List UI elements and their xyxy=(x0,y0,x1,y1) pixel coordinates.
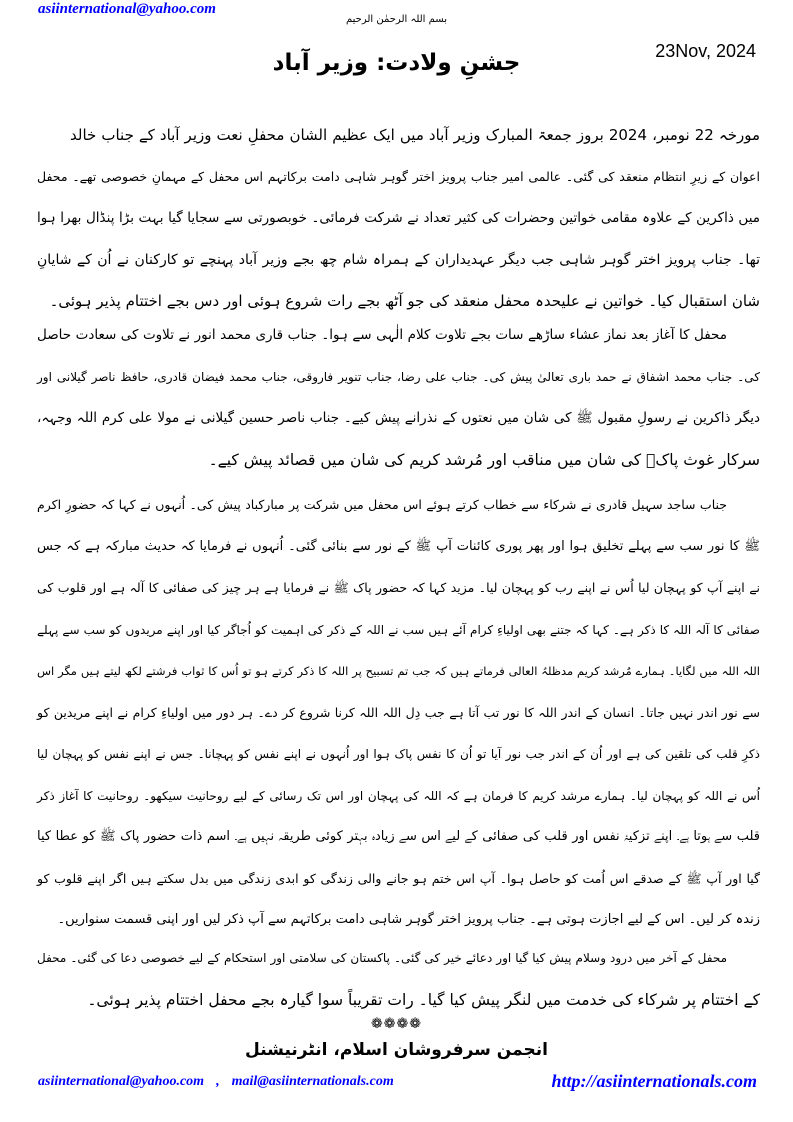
footer-email-link-1[interactable]: asiinternational@yahoo.com xyxy=(38,1074,205,1089)
footer-emails xyxy=(38,1074,394,1090)
paragraph-4-line: کے اختتام پر شرکاء کی خدمت میں لنگر پیش کیا گیا۔ رات تقریباً سوا گیارہ بجے محفل اختتام پذیر ہوئی۔ xyxy=(87,990,760,1009)
paragraph-2-line: دیگر ذاکرین نے رسولِ مقبول ﷺ کی شان میں نعتوں کے نذرانے پیش کیے۔ جناب ناصر حسین گیلانی نے مولا علی کرم اللہ وجہہ، xyxy=(37,410,760,426)
paragraph-3-line: صفائی کا آلہ اللہ کا ذکر ہے۔ کہا کہ جتنے بھی اولیاءِ کرام آئے ہیں سب نے اللہ کے ذکر کی اہمیت کو اُجاگر کیا اور اپنے مریدوں کو سب سے پہلے xyxy=(37,622,760,637)
document-date: 23Nov, 2024 xyxy=(655,41,756,61)
paragraph-3-line: جناب ساجد سہیل قادری نے شرکاء سے خطاب کرتے ہوئے اس محفل میں شرکت پر مبارکباد پیش کی۔ اُنہوں نے کہا کہ حضورِ اکرم xyxy=(37,497,727,512)
footer-email-link-2[interactable]: mail@asiinternationals.com xyxy=(231,1074,394,1089)
document-title: جشنِ ولادت: وزیر آباد xyxy=(272,50,521,76)
paragraph-3-line: سے نور اندر نہیں جاتا۔ انسان کے اندر اللہ کا نور تب آتا ہے جب دِل اللہ اللہ کرنا شروع کر دے۔ ہر دور میں اولیاءِ کرام نے اپنے مریدین کو xyxy=(37,704,760,720)
paragraph-3-line: گیا اور آپ ﷺ کے صدقے اس اُمت کو حاصل ہوا۔ آپ اس ختم ہو جانے والی زندگی کو ابدی زندگی میں بدل سکتے ہیں اگر اپنے قلوب کو xyxy=(37,870,760,886)
organization-name: انجمن سرفروشان اسلام، انٹرنیشنل xyxy=(245,1040,548,1060)
paragraph-2-line: کی۔ جناب محمد اشفاق نے حمد باری تعالیٰ پیش کی۔ جناب علی رضا، جناب تنویر فاروقی، جناب محمد فیضان قادری، حافظ ناصر گیلانی اور xyxy=(37,369,760,384)
paragraph-3-line: قلب سے ہوتا ہے۔ اپنے تزکیۂ نفس اور قلب کی صفائی کے لیے اس سے زیادہ بہتر کوئی طریقہ نہیں ہے۔ اسم ذات حضور پاک ﷺ کو عطا کیا xyxy=(37,829,760,844)
footer-website-link[interactable]: http://asiinternationals.com xyxy=(551,1071,757,1091)
paragraph-2-line: سرکار غوث پاکؓ کی شان میں مناقب اور مُرشد کریم کی شان میں قصائد پیش کیے۔ xyxy=(208,450,760,469)
paragraph-1-line: مورخہ 22 نومبر، 2024 بروز جمعۃ المبارک وزیر آباد میں ایک عظیم الشان محفلِ نعت وزیر آباد کے جناب خالد xyxy=(70,126,761,144)
paragraph-3-line: ﷺ کا نور سب سے پہلے تخلیق ہوا اور پھر پوری کائنات آپ ﷺ کے نور سے بنائی گئی۔ اُنہوں نے فرمایا کہ حدیث مبارکہ ہے کہ جس xyxy=(37,538,760,554)
paragraph-1-line: تھا۔ جناب پرویز اختر گوہر شاہی جب دیگر عہدیداران کے ہمراہ شام چھ بجے وزیر آباد پہنچے تو کارکنان نے اُن کے شایانِ xyxy=(37,251,760,268)
paragraph-4-line: محفل کے آخر میں درود وسلام پیش کیا گیا اور دعائے خیر کی گئی۔ پاکستان کی سلامتی اور استحکام کے لیے خصوصی دعا کی گئی۔ محفل xyxy=(37,951,727,965)
paragraph-3-line: زندہ کر لیں۔ اس کے لیے اجازت ہوتی ہے۔ جناب پرویز اختر گوہر شاہی دامت برکاتہم سے آپ ذکر لیں اور اپنی قسمت سنواریں۔ xyxy=(57,912,760,927)
bismillah: بسم اللہ الرحمٰن الرحیم xyxy=(345,14,447,25)
paragraph-3-line: اللہ اللہ میں لگایا۔ ہمارے مُرشد کریم مدظلہُ العالی فرماتے ہیں کہ جب تم تسبیح پر اللہ کا ذکر کرتے ہو تو اُس کا ثواب فرشتے لکھ لیتے ہیں مگر اس xyxy=(37,664,760,678)
paragraph-3-line: ذکرِ قلب کی تلقین کی ہے اور اُن کے اندر جب نور آیا تو اُن کا نفس پاک ہوا اور اُنہوں نے اپنے نفس کو پہچانا۔ جس نے اپنے نفس کو پہچان لیا xyxy=(37,747,760,761)
footer-separator: , xyxy=(216,1074,220,1089)
paragraph-1-line: میں ذاکرین کے علاوہ مقامی خواتین وحضرات کی کثیر تعداد نے شرکت فرمائی۔ خوبصورتی سے سجایا گیا بہت بڑا پنڈال بھرا ہوا xyxy=(37,210,760,226)
ornament-divider: ❁❁❁❁ xyxy=(371,1016,422,1032)
paragraph-3-line: اُس نے اللہ کو پہچان لیا۔ ہمارے مرشد کریم کا فرمان ہے کہ اللہ کی پہچان اور اس تک رسائی کے لیے روحانیت سیکھو۔ روحانیت کا آغاز ذکر xyxy=(37,788,760,803)
paragraph-1-line: اعوان کے زیرِ انتظام منعقد کی گئی۔ عالمی امیر جناب پرویز اختر گوہر شاہی دامت برکاتہم اس محفل کے مہمانِ خصوصی تھے۔ محفل xyxy=(37,168,760,184)
header-email-link[interactable]: asiinternational@yahoo.com xyxy=(38,1,216,17)
paragraph-2-line: محفل کا آغاز بعد نماز عشاء ساڑھے سات بجے تلاوت کلام الٰہی سے ہوا۔ جناب قاری محمد انور نے تلاوت کی سعادت حاصل xyxy=(37,327,727,343)
paragraph-3-line: نے اپنے آپ کو پہچان لیا اُس نے اپنے رب کو پہچان لیا۔ مزید کہا کہ حضور پاک ﷺ نے فرمایا ہے ہر چیز کی صفائی کا آلہ ہے اور قلوب کی xyxy=(37,580,760,595)
paragraph-1-line: شان استقبال کیا۔ خواتین نے علیحدہ محفل منعقد کی جو آٹھ بجے رات شروع ہوئی اور دس بجے اختتام پذیر ہوئی۔ xyxy=(49,292,760,310)
